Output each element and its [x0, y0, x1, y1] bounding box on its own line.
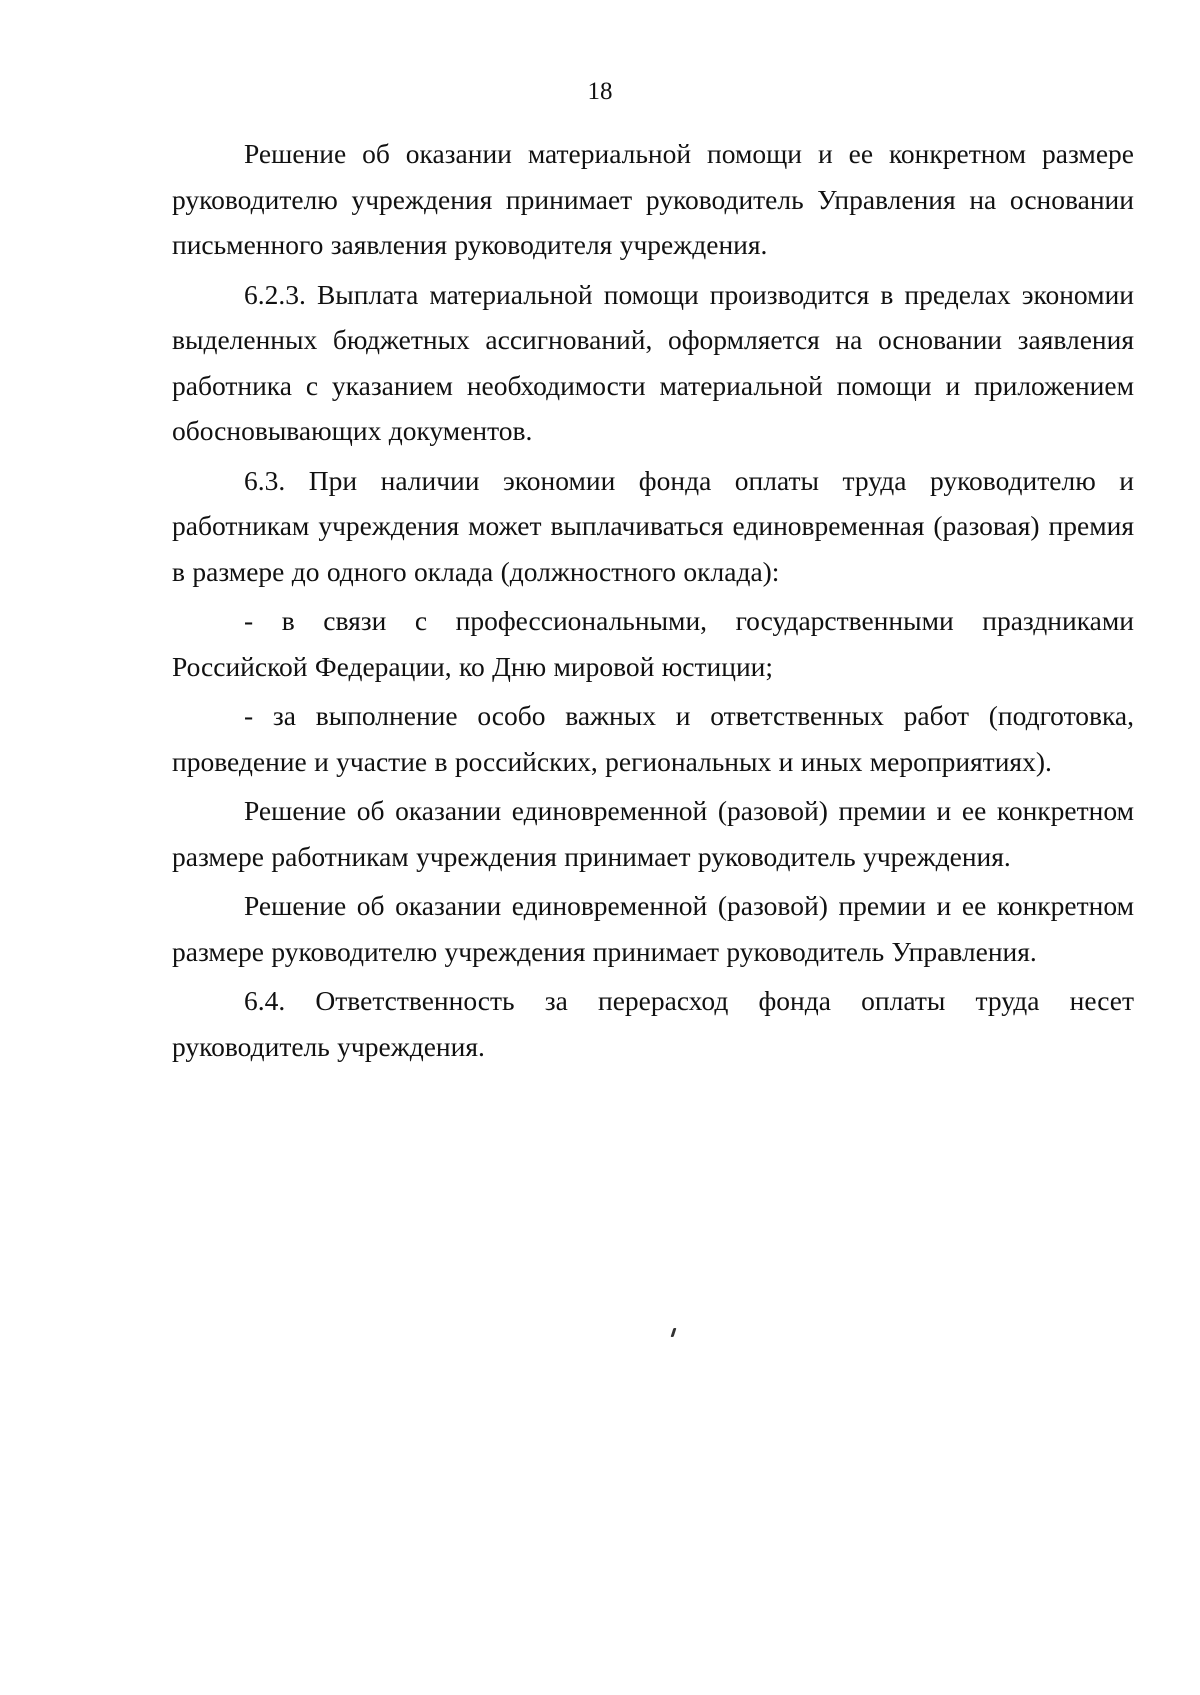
paragraph-6-4: 6.4. Ответственность за перерасход фонда оплаты труда несет руководитель учреждения.: [172, 985, 1134, 1062]
paragraph-decision-head-bonus: Решение об оказании единовременной (разовой) премии и ее конкретном размере руководителю учреждения принимает руководитель Управления.: [172, 890, 1134, 967]
paragraph-decision-employees-bonus: Решение об оказании единовременной (разовой) премии и ее конкретном размере работникам учреждения принимает руководитель учреждения.: [172, 795, 1134, 872]
list-item-holidays: - в связи с профессиональными, государственными праздниками Российской Федерации, ко Дню мировой юстиции;: [172, 605, 1134, 682]
paragraph-6-2-3: 6.2.3. Выплата материальной помощи производится в пределах экономии выделенных бюджетных ассигнований, оформляется на основании заявления работника с указанием необходимости материальной помощи и приложением обосновывающих документов.: [172, 278, 1134, 446]
document-body: [172, 131, 1134, 1073]
page-number: 18: [587, 78, 613, 105]
scan-mark: [671, 1328, 677, 1337]
paragraph-6-3: 6.3. При наличии экономии фонда оплаты труда руководителю и работникам учреждения может выплачиваться единовременная (разовая) премия в размере до одного оклада (должностного оклада):: [172, 464, 1134, 587]
list-item-important-works: - за выполнение особо важных и ответственных работ (подготовка, проведение и участие в российских, региональных и иных мероприятиях).: [172, 700, 1134, 777]
paragraph-decision-material-aid: Решение об оказании материальной помощи и ее конкретном размере руководителю учреждения принимает руководитель Управления на основании письменного заявления руководителя учреждения.: [172, 138, 1134, 260]
